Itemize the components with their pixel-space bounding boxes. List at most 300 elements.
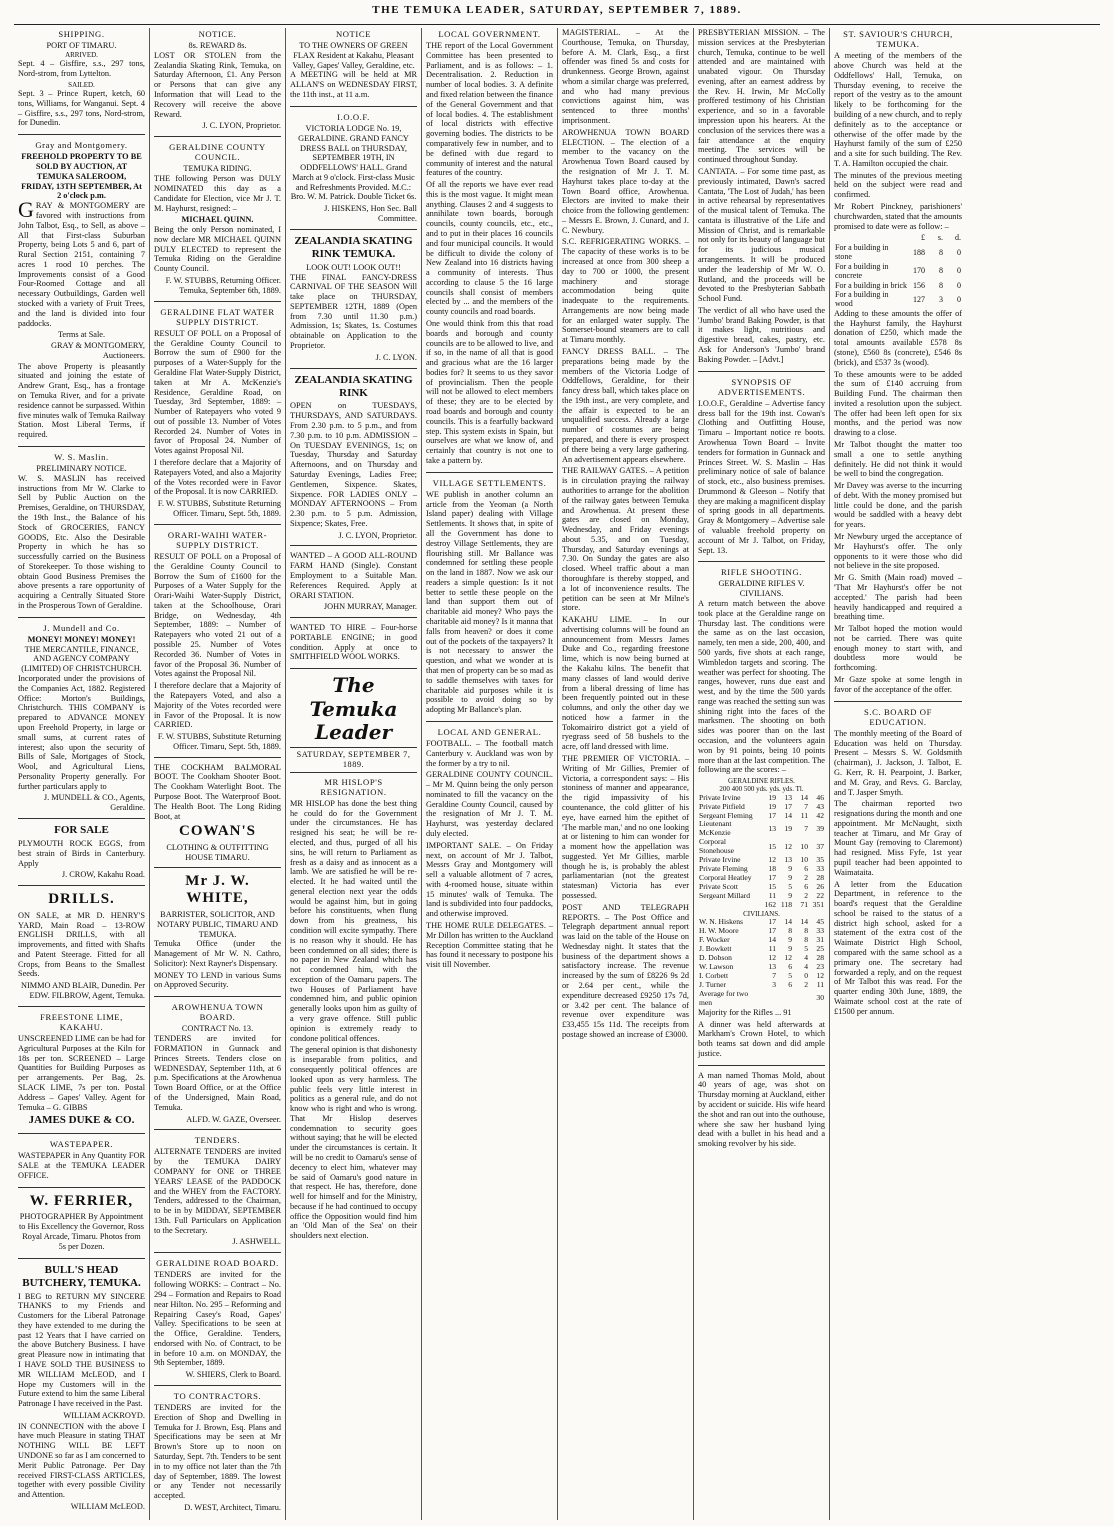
article-paragraph: THE HOME RULE DELEGATES. – Mr Dillon has written to the Auckland Reception Committee stating that he has found it necessary to postpone his visit till November. — [426, 921, 553, 970]
ferrier-ad — [18, 1193, 145, 1259]
row-value: 8 — [939, 280, 943, 290]
row-label: Lieutenant McKenzie — [699, 819, 732, 838]
maslin-ad — [18, 452, 145, 618]
article-paragraph: Mr Robert Pinckney, parishioners' churchwarden, stated that the amounts promised to date were as follow: – — [834, 202, 962, 231]
row-value: 14 — [768, 935, 776, 945]
row-value: 28 — [816, 873, 824, 883]
row-value: 37 — [816, 841, 824, 851]
column-5 — [558, 28, 694, 1520]
notice-signature: F. W. STUBBS, Returning Officer. Temuka, September 6th, 1889. — [165, 276, 281, 295]
row-value: 17 — [768, 873, 776, 883]
row-value: 5 — [788, 970, 792, 980]
notice-subtitle: TO THE OWNERS OF GREEN FLAX Resident at Kakahu, Pleasant Valley, Gapes' Valley, Geraldine, etc. — [292, 41, 415, 70]
row-value: 6 — [804, 864, 808, 874]
notice-signature: D. WEST, Architect, Timaru. — [184, 1502, 281, 1512]
news-item: THE RAILWAY GATES. – A petition is in circulation praying the railway authorities to arrange for the abolition of the railway gates between Temuka and Arowhenua. At present these gates are closed on Monday, Wednesday, and Friday evenings about 5.35, and on Tuesday, Thursday, and Saturday evenings at 7.30. On Sunday the gates are also closed. Wheel traffic about a man thoroughfare is thereby stopped, and a lot of inconvenience results. The petition can be seen at Mr Milne's store. — [562, 466, 689, 613]
ad-signature: WILLIAM ACKROYD. — [63, 1410, 145, 1420]
row-value: 12 — [768, 855, 776, 865]
notice-title: GERALDINE COUNTY COUNCIL. — [169, 142, 266, 163]
row-label: J. Turner — [699, 979, 727, 989]
row-value: 19 — [768, 801, 776, 811]
row-value: 9 — [788, 873, 792, 883]
article-paragraph: A return match between the above took place at the Geraldine range on Thursday last. The conditions were the same as on the last occasion, namely, ten men a side, 200, 400, and 500 yards, five shots at each range, Wimbledon targets and scoring. The weather was perfect for shooting. The ranges, however, runs due east and west, and by the time the 500 yards range was reached the setting sun was shining right into the faces of the marksmen. The shooting on both sides was poorer than on the last occasion, and the volunteers again won by 91 points, being 10 points more than at the last competition. The following are the scores: – — [698, 599, 825, 775]
row-value: 30 — [816, 993, 824, 1003]
ad-body: I BEG to RETURN MY SINCERE THANKS to my Friends and Customers for the Liberal Patronage they have extended to me during the past 12 Years that I have carried on the above Butchery Business. I have great Pleasure now in intimating that I HAVE SOLD THE BUSINESS to MR WILLIAM McLEOD, and I Hope my Customers will in the Future extend to him the same Liberal Patronage I have received in the Past. — [18, 1291, 145, 1409]
row-value: 351 — [812, 900, 824, 910]
notice-title: GERALDINE FLAT WATER SUPPLY DISTRICT. — [160, 306, 275, 327]
row-value: 46 — [816, 792, 824, 802]
column-6 — [694, 28, 830, 1520]
row-value: £ — [921, 233, 925, 243]
notice-signature: ALFD. W. GAZE, Overseer. — [186, 1114, 281, 1124]
news-item: FANCY DRESS BALL. – The preparations being made by the members of the Victoria Lodge of Oddfellows, Geraldine, for their fancy dress ball, which takes place on the 19th inst., are very complete, and the affair is expected to be an unqualified success. Already a large number of costumes are being prepared, and there is every prospect of there being a very large gathering. An advertisement appears elsewhere. — [562, 347, 689, 464]
notice-signature: J. C. LYON, Proprietor. — [202, 121, 281, 131]
majority-line: Majority for the Rifles ... 91 — [698, 1007, 792, 1017]
row-label: Corporal Heatley — [699, 873, 752, 883]
article-paragraph: Of all the reports we have ever read this is the most vague. It might mean anything. Clauses 2 and 4 suggests to annihilate town boards, borough councils, county councils, etc., etc., and to put in their places 16 councils and four municipal councils. It would be difficult to divide the colony of New Zealand into 16 districts having a community of interests. Thus according to clause 5 the 16 large councils shall consist of members elected by ... and the members of the county councils and road boards. — [426, 180, 553, 317]
village-settlements-article — [426, 478, 553, 722]
row-label: Private Irvine — [699, 855, 741, 865]
ad-header: W. S. Maslin. — [54, 451, 109, 462]
shipping-section — [18, 29, 145, 135]
row-value: 71 — [800, 900, 808, 910]
ad-title: ZEALANDIA SKATING RINK TEMUKA. — [294, 234, 413, 260]
row-value: 7 — [804, 823, 808, 833]
mundell-ad — [18, 623, 145, 819]
notice-title: NOTICE — [335, 29, 372, 39]
row-value: 4 — [804, 953, 808, 963]
freestone-lime-ad — [18, 1012, 145, 1135]
notice-body: TENDERS are invited for FORMATION in Gunnack and Princes Streets. Tenders close on WEDNESDAY, September 11th, at 6 p.m. Specifications at the Arowhenua Town Board Office, or at the Office of the Undersigned, Main Road, Temuka. — [154, 1034, 281, 1112]
notice-title: GERALDINE ROAD BOARD. — [156, 1258, 279, 1269]
ad-subtitle: LOOK OUT! LOOK OUT!! — [306, 262, 401, 272]
engine-hire-ad — [290, 623, 417, 669]
ad-header: Gray and Montgomery. — [35, 140, 128, 151]
notice-body: THE following Person was DULY NOMINATED this day as a Candidate for Election, vice Mr J. T. M. Hayhurst, resigned: – — [154, 174, 281, 213]
skating-hours-ad — [290, 374, 417, 547]
row-value: 8 — [804, 926, 808, 936]
notice-subtitle: TEMUKA RIDING. — [183, 164, 252, 174]
row-value: 10 — [800, 841, 808, 851]
row-label: D. Dobson — [699, 953, 732, 963]
ad-body: WANTED TO HIRE – Four-horse PORTABLE ENGINE; in good condition. Apply at once to SMITHFIELD WOOL WORKS. — [290, 623, 417, 662]
notice-signature: W. SHIERS, Clerk to Board. — [185, 1370, 281, 1380]
row-value: 156 — [913, 280, 925, 290]
row-value: 19 — [768, 792, 776, 802]
ad-signature: J. CROW, Kakahu Road. — [61, 870, 145, 880]
notice-body: TENDERS are invited for the following WORKS: – Contract – No. 294 – Formation and Repairs to Road near Hilton. No. 295 – Reforming and Repairing Casey's Road, Gapes' Valley. Specifications to be seen at the Office, Geraldine. Tenders, endorsed with No. of Contract, to be in before 10 a.m. on MONDAY, the 9th September, 1889. — [154, 1270, 281, 1368]
row-value: 0 — [957, 266, 961, 276]
row-label: Sergeant Fleming — [699, 810, 753, 820]
ad-signature: JOHN MURRAY, Manager. — [323, 602, 417, 612]
drills-ad — [18, 891, 145, 1007]
notice-body: RESULT OF POLL on a Proposal of the Geraldine County Council to Borrow the Sum of £1600 for the Purposes of a Water Supply for the Orari-Waihi Water-Supply District, taken at the Schoolhouse, Orari Bridge, on Wednesday, 4th September, 1889: – Number of Ratepayers who voted 21 out of a possible 25. Number of Votes Recorded 36. Number of Votes in favor of the Proposal 36. Number of Votes against the Proposal Nil. — [154, 552, 281, 679]
row-value: 9 — [788, 864, 792, 874]
notice-title: TENDERS. — [194, 1135, 241, 1146]
article-paragraph: Mr Gaze spoke at some length in favor of the acceptance of the offer. — [834, 674, 962, 694]
row-value: 28 — [816, 953, 824, 963]
ioof-ball-ad — [290, 112, 417, 230]
farm-hand-ad — [290, 551, 417, 618]
row-value: 2 — [804, 979, 808, 989]
ad-title: MONEY! MONEY! MONEY! — [27, 634, 136, 644]
article-title: RIFLE SHOOTING. — [720, 567, 803, 578]
ad-subtitle: CLOTHING & OUTFITTING HOUSE TIMARU. — [166, 843, 269, 862]
row-value: 13 — [768, 962, 776, 972]
ad-date: FRIDAY, 13TH SEPTEMBER, At 2 o'clock p.m. — [21, 181, 142, 201]
article-paragraph: A meeting of the members of the above Church was held at the Oddfellows' Hall, Temuka, on Thursday evening, to receive the report of the vestry as to the amount likely to be forthcoming for the building of a new church, and to reply definitely as to the acceptance or otherwise of the offer made by the Hayhurst family of the sum of £250 and a site for such building. The Rev. T. A. Hamilton occupied the chair. — [834, 51, 962, 168]
row-value: 8 — [788, 926, 792, 936]
article-paragraph: MR HISLOP has done the best thing he could do for the Government under the circumstances. He has resigned his seat; he will be re-elected, and thus, purged of all his sins, he will return to Parliament as fresh as a daisy and as innocent as a lamb. We are satisfied he will be re-elected. It he had waited until the general election next year the odds would be against him, but in going before his constituents, when flung down from his greatness, his condition will excite sympathy. There is no reason why it should. He has been condemned on all sides; there is no paper in New Zealand which has not condemned him, with the exception of the Oamaru papers. The two Houses of Parliament have condemned him, and public opinion generally looks upon him as guilty of a very grave offence. Still public opinion is extremely ready to condone political offences. — [290, 798, 417, 1043]
row-value: 25 — [816, 944, 824, 954]
notice-body: ALTERNATE TENDERS are invited by the TEMUKA DAIRY COMPANY for ONE or THREE YEARS' LEASE of the PADDOCK and the WHEY from the FACTORY. Tenders, addressed to the Chairman, to be in by MIDDAY, SEPTEMBER 13th. Full Particulars on Application to the Secretary. — [154, 1147, 281, 1235]
ad-title: FREEHOLD PROPERTY TO BE SOLD BY AUCTION, AT TEMUKA SALEROOM, — [21, 152, 142, 181]
row-value: 6 — [788, 962, 792, 972]
score-table-civilians — [698, 918, 825, 1008]
ad-subtitle: BARRISTER, SOLICITOR, AND NOTARY PUBLIC, TIMARU AND TEMUKA. — [156, 909, 279, 939]
article-title: ST. SAVIOUR'S CHURCH, TEMUKA. — [843, 29, 953, 50]
row-label: W. Lawson — [699, 962, 734, 972]
row-value: 18 — [768, 864, 776, 874]
row-value: 2 — [804, 873, 808, 883]
cowan-ad — [154, 763, 281, 868]
row-value: 3 — [939, 294, 943, 304]
row-value: 0 — [804, 970, 808, 980]
row-value: 17 — [768, 926, 776, 936]
board-of-education-article — [834, 707, 962, 1023]
row-value: 0 — [957, 247, 961, 257]
row-value: 12 — [784, 953, 792, 963]
news-item: CANTATA. – For some time past, as previously intimated, Dawn's sacred Cantata, 'The Lost of Judah,' has been in active rehearsal by representatives of the musical talent of Temuka. The cantata is illustrative of the Life and Mission of Christ, and is remarkable not only for its beauty of language but for its judicious musical arrangements. It will be produced under the leadership of Mr W. O. Rutland, and the proceeds will be devoted to the Presbyterian Sabbath School Fund. — [698, 166, 825, 304]
row-value: 10 — [800, 855, 808, 865]
row-value: 33 — [816, 926, 824, 936]
row-label: H. W. Moore — [699, 926, 739, 936]
row-label: F. Wocker — [699, 935, 730, 945]
row-value: 0 — [957, 280, 961, 290]
row-value: 127 — [913, 294, 925, 304]
ad-title: WASTEPAPER. — [49, 1139, 114, 1150]
masthead: THE TEMUKA LEADER, SATURDAY, SEPTEMBER 7, 1889. — [372, 4, 742, 16]
news-item: PRESBYTERIAN MISSION. – The mission services at the Presbyterian church, Temuka, continue to be well attended and are maintained with unabated vigour. On Thursday evening, after an earnest address by the Rev. H. Irwin, Mr McColly proffered testimony of his Christian experience, and so in a favorable impression upon his hearers. At the conclusion of the services there was a fair attendance at the enquiry meeting. The services will be continued throughout Sunday. — [698, 28, 825, 165]
news-item: The verdict of all who have used the 'Jumbo' brand Baking Powder, is that it makes light, nutritious and digestive bread, cakes, pastry, etc. Ask for Anderson's 'Jumbo' brand Baking Powder. – [Advt.] — [698, 305, 825, 364]
notice-body: RESULT OF POLL on a Proposal of the Geraldine County Council to Borrow the sum of £900 for the purposes of a Water-Supply for the Geraldine Flat Water-Supply District, taken at Mr A. McKenzie's Residence, Geraldine Road, on Tuesday, 3rd September, 1889: – Number of Ratepayers who voted 9 out of possible 13. Number of Votes Recorded 24. Number of Votes in favor of Proposal 24. Number of Votes against Proposal Nil. — [154, 328, 281, 456]
notice-body: LOST OR STOLEN from the Zealandia Skating Rink, Temuka, on Saturday Afternoon, £1. Any Person or Persons that can give any Information that will Lead to the Recovery will receive the above Reward. — [154, 50, 281, 119]
cost-row — [834, 262, 962, 281]
ad-body: PHOTOGRAPHER By Appointment to His Excellency the Governor, Ross Royal Arcade, Timaru. Photos from 5s per Dozen. — [18, 1212, 145, 1251]
ad-signature: J. C. LYON, Proprietor. — [338, 530, 417, 540]
ad-note: The above Property is pleasantly situated and joining the estate of Andrew Grant, Esq., has a frontage on Temuka River, and for a private residence cannot be surpassed. Within five minutes walk of Temuka Railway Station. Most Liberal Terms, if required. — [18, 361, 145, 440]
row-label: W. N. Hiskens — [699, 917, 744, 927]
notice-signature: F. W. STUBBS, Substitute Returning Officer. Timaru, Sept. 5th, 1889. — [157, 499, 281, 518]
article-paragraph: A letter from the Education Department, in reference to the board's request that the Geraldine school be raised to the status of a district high school, asked for a statement of the extra cost of the Waimate District High School, compared with the same school as a primary one. The secretary had forwarded a reply, and on the request of Mr Talbot this was read. For the quarter ending 30th June, 1889, the Waimate school cost at the rate of £1500 per annum. — [834, 879, 962, 1016]
reward-line: 8s. REWARD 8s. — [188, 41, 247, 51]
synopsis-section — [698, 377, 825, 563]
editorial-dateline: SATURDAY, SEPTEMBER 7, 1889. — [290, 747, 417, 773]
notice-body: A MEETING will be held at MR ALLAN'S on WEDNESDAY FIRST, the 11th inst., at 11 a.m. — [290, 70, 417, 100]
notice-body-2: Being the only Person nominated, I now declare MR MICHAEL QUINN DULY ELECTED to represent the Temuka Riding on the Geraldine County Council. — [154, 225, 281, 274]
accident-article — [698, 1071, 825, 1155]
row-value: 17 — [768, 810, 776, 820]
notice-title: NOTICE. — [198, 29, 237, 39]
ad-body: OPEN on TUESDAYS, THURSDAYS, AND SATURDAYS. From 2.30 p.m. to 5 p.m., and from 7.30 p.m. to 10 p.m. ADMISSION – On TUESDAY EVENINGS, 1s; on Tuesday, Thursday and Saturday Afternoons, and on Thursday and Saturday Evenings, Ladies Free; Gentlemen, Sixpence. Skates, Sixpence. FOR LADIES ONLY – MONDAY AFTERNOONS – From 2.30 p.m. to 5 p.m. Admission, Sixpence; Skates, Free. — [290, 401, 417, 528]
news-item: KAKAHU LIME. – In our advertising columns will be found an announcement from Messrs James Duke and Co., regarding freestone lime, which is now being burned at the Kakahu kilns. The benefit that many classes of land would derive from a liberal dressing of lime has been frequently pointed out in these columns, and only the other day we noticed how a farmer in the Tokomairiro district got a yield of ryegrass seed of 58 bushels to the acre, off land dressed with lime. — [562, 615, 689, 752]
orari-waihi-notice — [154, 530, 281, 758]
article-paragraph: GERALDINE COUNTY COUNCIL. – Mr M. Quinn being the only person nominated to fill the vacancy on the Geraldine County Council, caused by the resignation of Mr J. T. M. Hayhurst, was yesterday declared duly elected. — [426, 770, 553, 839]
article-paragraph: FOOTBALL. – The football match Canterbury v. Auckland was won by the former by a try to nil. — [426, 738, 553, 768]
row-label: Corporal Stonehouse — [699, 837, 735, 856]
article-paragraph: THE report of the Local Government Committee has been presented to Parliament, and is as follows: – 1. Decentralisation. 2. Reduction in number of local bodies. 3. A definite and fixed relation between the finance of the General Government and that of local bodies. 4. The establishment of local districts with effective governing bodies. The districts to be comparatively few in number, and to be defined with due regard to community of interest and the natural features of the country. — [426, 41, 553, 178]
article-paragraph: Adding to these amounts the offer of the Hayhurst family, the Hayhurst donation of £250, which made the total amounts available £578 8s (stone), £560 8s (concrete), £546 8s (brick), and £537 3s (wood). — [834, 308, 962, 367]
notice-subtitle: CONTRACT No. 13. — [181, 1024, 254, 1034]
ad-title: W. FERRIER, — [29, 1192, 134, 1209]
ad-company: JAMES DUKE & CO. — [28, 1114, 135, 1127]
row-label: I. Corbett — [699, 970, 729, 980]
article-paragraph: A man named Thomas Mold, about 40 years of age, was shot on Thursday morning at Auckland, either by accident or suicide. His wife heard the shot and ran out into the outhouse, where she saw her husband lying dead with a bullet in his head and a smoking revolver by his side. — [698, 1070, 825, 1149]
sailed-text: Sept. 3 – Prince Rupert, ketch, 60 tons, Williams, for Wanganui. Sept. 4 – Gisffire, s.s., 297 tons, Nord-strom, for Dunedin. — [18, 88, 145, 128]
column-7 — [830, 28, 966, 1520]
local-government-article — [426, 29, 553, 473]
local-news-continued — [562, 28, 689, 1040]
ad-title: FREESTONE LIME, KAKAHU. — [40, 1011, 123, 1032]
arrived-label: ARRIVED. — [65, 50, 98, 59]
ad-title: FOR SALE — [54, 823, 109, 836]
bulls-head-ad — [18, 1264, 145, 1517]
row-label — [698, 901, 761, 910]
port-heading: PORT OF TIMARU. — [46, 41, 117, 51]
ad-terms: Terms at Sale. — [57, 330, 106, 340]
row-label: For a building in stone — [835, 242, 889, 262]
row-value: 45 — [816, 917, 824, 927]
county-council-notice — [154, 142, 281, 301]
cost-row — [834, 281, 962, 290]
row-label: For a building in concrete — [835, 261, 889, 281]
news-item: THE PREMIER OF VICTORIA. – Writing of Mr Gillies, Premier of Victoria, a correspondent says: – His stoniness of manner and appearance, the rigid impassivity of his countenance, the cold glitter of his eye, have earned him the epithet of 'The marble man,' and no one looking at or listening to him can wonder for a moment how the appellation was suggested. Yet Mr Gillies, marble though he is, is probably the ablest parliamentarian (not the greatest statesman) Victoria has ever possessed. — [562, 754, 689, 900]
row-value: 0 — [957, 294, 961, 304]
geraldine-flat-notice — [154, 307, 281, 525]
score-row — [698, 901, 825, 910]
article-paragraph: Mr Talbot thought the matter too small a one to settle anything definitely. He did not think it would be well to bind the congregation. — [834, 440, 962, 479]
article-paragraph: One would think from this that road boards and borough and county councils are to be allowed to live, and if so, in the name of all that is good and gracious what are the 16 larger bodies for? It seems to us they savor of provincialism. Then the people will not be allowed to elect members of these; they are to be elected by road boards and borough and county councils. This is a fearfully backward step. This system exists in Spain, but ourselves are what we know of, and certainly that country is not one to take a pattern by. — [426, 319, 553, 465]
row-label: Private Irvine — [699, 792, 741, 802]
reward-notice — [154, 29, 281, 137]
notice-title: AROWHENUA TOWN BOARD. — [171, 1002, 264, 1023]
article-paragraph: Mr G. Smith (Main road) moved – 'That Mr Hayhurst's offer be not accepted.' The parish had been heavily handicapped and required a breathing time. — [834, 573, 962, 622]
article-paragraph: The general opinion is that dishonesty is inseparable from politics, and consequently political offences are looked upon as very harmless. The public feels very little interest in politics as a general rule, and do not know who is right and who is wrong. That Mr Hislop deserves condemnation to security goes without saying; that he will be elected under the circumstances is certain. It will be no credit to Oamaru's sense of decency to elect him, whatever may be said of Oamaru's good nature in that respect. He has, therefore, done well for himself and for the Ministry, because if he had continued to occupy office the Opposition would find him an 'Old Man of the Sea' on their shoulders next election. — [290, 1045, 417, 1241]
ad-body: UNSCREENED LIME can be had for Agricultural Purposes at the Kiln for 18s per ton. SCREENED – Large Quantities for Building Purposes as per arrangements. Per Bag, 2s. SLACK LIME, 7s per ton. Postal Address – Gapes' Valley. Agent for Temuka – G. GIBBS — [18, 1034, 145, 1112]
ad-body: VICTORIA LODGE No. 19, GERALDINE. GRAND FANCY DRESS BALL on THURSDAY, SEPTEMBER 19TH, IN ODDFELLOWS' HALL. Grand March at 9 o'clock. First-class Music and Refreshments Provided. M.C.: Bro. W. M. Patrick. Double Ticket 6s. — [290, 123, 417, 202]
article-paragraph: A dinner was held afterwards at Markham's Crown Hotel, to which both teams sat down and did ample justice. — [698, 1019, 825, 1058]
article-paragraph: To these amounts were to be added the sum of £140 accruing from Building Fund. The chairman then invited a resolution upon the subject. The offer had been left open for six months, and the period was now drawing to a close. — [834, 369, 962, 438]
score-row — [698, 820, 825, 838]
ad-body-2: IN CONNECTION with the above I have much Pleasure in stating THAT NOTHING WILL BE LEFT UNDONE so far as I am concerned to Merit Public Patronage. Per Day received FIRST-CLASS ARTICLES, together with every possible Civility and Attention. — [18, 1421, 145, 1500]
notice-signature: J. ASHWELL. — [232, 1237, 281, 1247]
article-title: MR HISLOP'S RESIGNATION. — [320, 776, 387, 797]
rifle-shooting-article — [698, 567, 825, 1065]
ad-body: Incorporated under the provisions of the Companies Act, 1882. Registered Office: Morton's Buildings, Christchurch. THIS COMPANY is prepared to ADVANCE MONEY upon Freehold Property, in large or small sums, at current rates of interest; also upon the security of Bills of Sale, Mortgages of Stock, Wool, and Agricultural Liens, Personality Property generally. For further particulars apply to — [18, 674, 145, 791]
article-paragraph: Mr Davey was averse to the incurring of debt. With the money promised but little could be done, and the parish would be saddled with a heavy debt for years. — [834, 481, 962, 530]
row-value: 9 — [788, 935, 792, 945]
ad-signature: J. MUNDELL & CO., Agents, Geraldine. — [43, 793, 145, 813]
ad-body: GRAY & MONTGOMERY are favored with instructions from John Talbot, Esq., to Sell, as above – All that First-class Suburban Property, being Lots 5 and 6, part of Rural Section 2151, containing 7 acres 1 rood 10 perches. The Improvements consist of a Good Four-Roomed Cottage and all necessary Outbuildings, Garden well stocked with a variety of Fruit Trees, and the land is divided into four paddocks. — [18, 197, 145, 328]
row-value — [761, 990, 777, 1008]
row-value: 5 — [804, 944, 808, 954]
row-value: 12 — [784, 841, 792, 851]
score-row — [698, 990, 825, 1008]
row-value: 43 — [816, 801, 824, 811]
paper-nameplate: The Temuka Leader — [309, 673, 398, 745]
article-paragraph: The minutes of the previous meeting held on the subject were read and confirmed. — [834, 170, 962, 200]
gray-montgomery-ad — [18, 140, 145, 447]
elected-name: MICHAEL QUINN. — [181, 215, 254, 225]
row-value: 14 — [784, 810, 792, 820]
row-value: 7 — [804, 801, 808, 811]
row-value: 14 — [800, 917, 808, 927]
article-paragraph: The monthly meeting of the Board of Education was held on Thursday. Present – Messrs S. W. Goldsmith (chairman), J. Jackson, J. Talbot, E. G. Kerr, R. H. Pearpoint, J. Barker, and M. Gray, and Revs. G. Barclay, and T. Jasper Smyth. — [834, 728, 962, 797]
article-paragraph: IMPORTANT SALE. – On Friday next, on account of Mr J. Talbot, Messrs Gray and Montgomery will sell a valuable allotment of 7 acres, with 4-roomed house, situate within 15 minutes' walk of Temuka. The land is subdivided into four paddocks, and otherwise improved. — [426, 840, 553, 919]
article-title: LOCAL AND GENERAL. — [437, 726, 542, 737]
row-label: Private Scott — [699, 882, 739, 892]
ad-title: ZEALANDIA SKATING RINK — [294, 373, 413, 399]
row-value: 31 — [816, 935, 824, 945]
ad-title: COWAN'S — [178, 823, 256, 840]
score-row — [698, 838, 825, 856]
row-value: 9 — [788, 944, 792, 954]
notice-title: TO CONTRACTORS. — [173, 1390, 262, 1401]
row-label — [834, 233, 908, 242]
row-value — [793, 990, 809, 1008]
article-paragraph: Mr Talbot hoped the motion would not be carried. There was quite enough money to start with, and doubtless more would be forthcoming. — [834, 624, 962, 673]
notice-signature: F. W. STUBBS, Substitute Returning Officer. Timaru, Sept. 5th, 1889. — [157, 732, 281, 751]
sailed-label: SAILED. — [68, 80, 95, 89]
ad-signature: GRAY & MONTGOMERY, Auctioneers. — [51, 341, 145, 360]
column-2 — [150, 28, 286, 1520]
local-news-continued — [698, 28, 825, 372]
row-value: 35 — [816, 855, 824, 865]
ad-signature: J. HISKENS, Hon Sec. Ball Committee. — [324, 204, 417, 223]
row-value: 12 — [816, 970, 824, 980]
local-general-article — [426, 727, 553, 976]
cost-row — [834, 233, 962, 242]
row-value: 162 — [764, 900, 776, 910]
ad-body: THE COCKHAM BALMORAL BOOT. The Cookham Shooter Boot. The Cookham Waterlight Boot. The Purpose Boot. The Waterproof Boot. The Health Boot. The Long Riding Boot, at — [154, 762, 281, 821]
row-value: 12 — [768, 953, 776, 963]
row-value: 170 — [913, 266, 925, 276]
arowhenua-board-notice — [154, 1002, 281, 1130]
team-label-civilians: CIVILIANS. — [743, 910, 780, 918]
building-cost-table — [834, 233, 962, 309]
column-3 — [286, 28, 422, 1520]
row-label: For a building in brick — [835, 280, 907, 290]
row-label: J. Bowkett — [699, 944, 732, 954]
row-value: 14 — [784, 917, 792, 927]
ad-signature: NIMMO AND BLAIR, Dunedin. Per EDW. FILBROW, Agent, Temuka. — [21, 981, 145, 1000]
flax-notice — [290, 29, 417, 107]
row-value: 23 — [816, 962, 824, 972]
notice-title: ORARI-WAIHI WATER-SUPPLY DISTRICT. — [167, 529, 268, 550]
notice-body-2: I therefore declare that a Majority of Ratepayers Voted, and also a Majority of the Votes recorded were in Favor of the Proposal. It is now CARRIED. — [154, 458, 281, 497]
row-label: For a building in wood — [835, 289, 889, 309]
columns — [14, 28, 1102, 1520]
news-item: S.C. REFRIGERATING WORKS. – The capacity of these works is to be increased at once from 300 sheep a day to 700 or 1000, the present machinery and storage accommodation being quite inadequate to the requirements. Arrangements are now being made for an enlarged water supply. The Somerset-bound steamers are to call at Timaru monthly. — [562, 237, 689, 345]
ad-body: THE FINAL FANCY-DRESS CARNIVAL OF THE SEASON Will take place on THURSDAY, SEPTEMBER 12TH, 1889 (Open from 7.30 until 11.30 p.m.) Admission, 1s; Skates, 1s. Costumes obtainable on Application to the Proprietor. — [290, 272, 417, 350]
row-value: 33 — [816, 864, 824, 874]
team-label-rifles: GERALDINE RIFLES. — [728, 777, 795, 786]
row-label: Sergeant Millard — [699, 891, 751, 901]
row-value: 9 — [788, 891, 792, 901]
section-title: SYNOPSIS OF ADVERTISEMENTS. — [717, 376, 806, 397]
shipping-title: SHIPPING. — [58, 29, 105, 39]
ad-body: W. S. MASLIN has received instructions from Mr W. Clarke to Sell by Public Auction on the Premises, Geraldine, on THURSDAY, the 19th Inst., the Balance of his Stock of GROCERIES, FANCY GOODS, Etc. Also the Desirable Property in which he has so successfully carried on the Business of Storekeeper. To those wishing to obtain Good Business Premises the above presents a rare opportunity of acquiring a Centrally Situated Store in the Prosperous Town of Geraldine. — [18, 473, 145, 610]
row-value: 6 — [788, 979, 792, 989]
row-value: 11 — [816, 979, 824, 989]
article-paragraph: The chairman reported two resignations during the month and one appointment. Mr McNaught, sixth teacher at Timaru, and Mr Gray of Mount Gay (removing to Claremont) had resigned. Miss Fyfe, 1st year pupil teacher had been appointed to Waimataita. — [834, 799, 962, 877]
row-value: 8 — [939, 266, 943, 276]
row-value: 15 — [768, 882, 776, 892]
article-paragraph: WE publish in another column an article from the Yeoman (a North Island paper) dealing with Village Settlements. It shows that, in spite of all the Government has done to destroy Village Settlements, they are flourishing still. Mr Ballance was condemned for settling these people on the land in 1887. Now we ask our readers a simple question: Is it not better to settle these people on the land than support them out of charitable aid money? Who pays the charitable aid money? Is it manna that falls from heaven? or does it come out of the pockets of the taxpayers? It is not necessary to answer the question, and what we wonder at is that men of property can be so mad as to saddle themselves with taxes for charitable aid purposes while it is possible to avoid doing so by adopting Mr Ballance's plan. — [426, 489, 553, 715]
masthead-rule — [14, 24, 1100, 25]
column-4 — [422, 28, 558, 1520]
article-title: S.C. BOARD OF EDUCATION. — [864, 706, 932, 727]
ad-body: Temuka Office (under the Management of Mr W. N. Cathro, Solicitor): Next Rayner's Dispensary. — [154, 939, 281, 968]
notice-body: TENDERS are invited for the Erection of Shop and Dwelling in Temuka for J. Brown, Esq. Plans and Specifications may be seen at Mr Brown's Store up to noon on Saturday, Sept. 7th. Tenders to be sent in to my office not later than the 7th day of September, 1889. The lowest or any Tender not necessarily accepted. — [154, 1403, 281, 1501]
row-value: 14 — [800, 792, 808, 802]
row-value: 188 — [913, 247, 925, 257]
arrived-text: Sept. 4 – Gisffire, s.s., 297 tons, Nord-strom, from Lyttelton. — [18, 59, 145, 78]
row-value: 19 — [784, 823, 792, 833]
column-1 — [14, 28, 150, 1520]
dairy-tenders-notice — [154, 1135, 281, 1253]
row-value: 4 — [804, 962, 808, 972]
article-paragraph: Mr Newbury urged the acceptance of Mr Hayhurst's offer. The only opponents to it were those who did not believe in the site proposed. — [834, 532, 962, 571]
ad-title: I.O.O.F. — [337, 111, 370, 122]
score-header: 200 400 500 yds. yds. yds. Tl. — [719, 785, 804, 794]
row-label: Private Fleming — [699, 864, 748, 874]
ad-company: THE MERCANTILE, FINANCE, AND AGENCY COMPANY (LIMITED) OF CHRISTCHURCH. — [21, 644, 142, 674]
egg-sale-ad — [18, 824, 145, 886]
ad-header: J. Mundell and Co. — [43, 622, 120, 633]
ad-body: WASTEPAPER in Any Quantity FOR SALE at the TEMUKA LEADER OFFICE. — [18, 1151, 145, 1180]
ad-title: BULL'S HEAD BUTCHERY, TEMUKA. — [22, 1263, 141, 1289]
row-value: 11 — [800, 810, 808, 820]
row-value: 17 — [784, 801, 792, 811]
ad-body: PLYMOUTH ROCK EGGS, from best strain of Birds in Canterbury. Apply — [18, 838, 145, 868]
row-value: 17 — [768, 917, 776, 927]
ad-body-2: MONEY TO LEND in various Sums on Approved Security. — [154, 970, 281, 990]
ad-body: ON SALE, at MR D. HENRY'S YARD, Main Road – 13-ROW ENGLISH DRILLS, with all improvements, and fitted with Shafts and Patent Steerage. Fitted for all Crops, from Beans to the Smallest Seeds. — [18, 910, 145, 979]
row-value — [777, 990, 793, 1008]
row-value: 5 — [788, 882, 792, 892]
row-value: 42 — [816, 810, 824, 820]
row-value: s. — [937, 233, 943, 243]
notice-body-2: I therefore declare that a Majority of the Ratepayers Voted, and also a Majority of the Votes recorded were in Favor of the Proposal. It is now CARRIED. — [154, 681, 281, 730]
contractors-notice — [154, 1391, 281, 1518]
ad-signature-2: WILLIAM McLEOD. — [70, 1501, 145, 1511]
ad-title: DRILLS. — [48, 891, 115, 908]
ad-signature: J. C. LYON. — [375, 352, 417, 362]
skating-carnival-ad — [290, 235, 417, 369]
row-label: Private Pitfield — [699, 801, 745, 811]
article-subtitle: GERALDINE RIFLES V. CIVILIANS. — [718, 579, 805, 599]
cost-row — [834, 290, 962, 309]
row-value: 11 — [768, 944, 776, 954]
section-body: I.O.O.F., Geraldine – Advertise fancy dress ball for the 19th inst. Cowan's Clothing and Outfitting House, Timaru – Important notice re boots. Arowhenua Town Board – Invite tenders for formation in Gunnack and Princes Street. W. S. Maslin – Has preliminary notice of sale of balance of stock, etc., also business premises. Drummond & Gleeson – Notify that they are making a magnificent display of spring goods in all departments. Gray & Montgomery – Advertise sale of valuable freehold property on account of Mr J. Talbot, on Friday, Sept. 13. — [698, 398, 825, 555]
editorial-section — [290, 674, 417, 1241]
news-item: AROWHENUA TOWN BOARD ELECTION. – The election of a member to the vacancy on the Arowhenua Town Board caused by the resignation of Mr J. T. M. Hayhurst takes place to-day at the Town Board office, Arowhenua. Electors are invited to make their choice from the following gentlemen: – Messrs E. Brown, J. Cunard, and J. C. Newbury. — [562, 127, 689, 235]
row-value: 13 — [784, 792, 792, 802]
white-solicitor-ad — [154, 873, 281, 998]
row-value: 13 — [784, 855, 792, 865]
row-value: 2 — [804, 891, 808, 901]
